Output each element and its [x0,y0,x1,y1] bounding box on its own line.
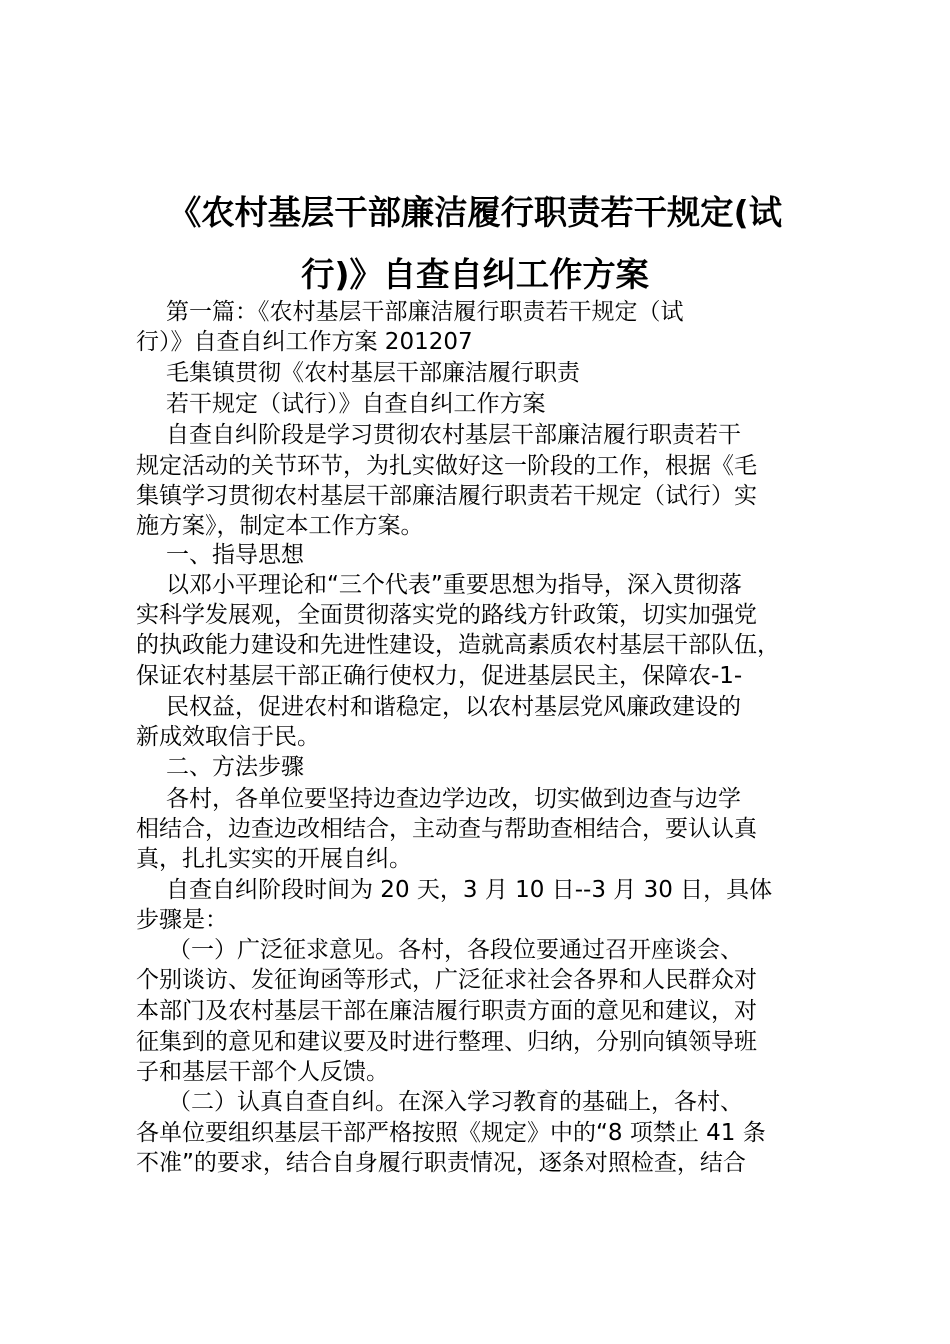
body-line: 各村，各单位要坚持边查边学边改，切实做到边查与边学 [166,786,741,812]
body-line: 以邓小平理论和“三个代表”重要思想为指导，深入贯彻落 [166,572,742,598]
body-line: 民权益，促进农村和谐稳定，以农村基层党风廉政建设的 [166,694,741,720]
body-line: 自查自纠阶段是学习贯彻农村基层干部廉洁履行职责若干 [166,422,741,448]
document-title-line-2: 行)》自查自纠工作方案 [301,255,649,294]
body-line: 相结合，边查边改相结合，主动查与帮助查相结合，要认认真 [136,816,757,842]
body-line: 征集到的意见和建议要及时进行整理、归纳，分别向镇领导班 [136,1029,757,1055]
body-line: （二）认真自查自纠。在深入学习教育的基础上，各村、 [168,1089,743,1115]
body-line: 集镇学习贯彻农村基层干部廉洁履行职责若干规定（试行）实 [136,483,757,509]
body-line: 的执政能力建设和先进性建设，造就高素质农村基层干部队伍， [136,632,780,658]
body-line: （一）广泛征求意见。各村，各段位要通过召开座谈会、 [168,937,743,963]
body-line: 施方案》，制定本工作方案。 [136,513,424,539]
document-title-line-1: 《农村基层干部廉洁履行职责若干规定(试 [168,193,782,232]
section-heading: 一、指导思想 [166,542,304,568]
body-line: 本部门及农村基层干部在廉洁履行职责方面的意见和建议，对 [136,998,757,1024]
body-line: 行）》自查自纠工作方案 201207 [136,329,473,355]
body-line: 子和基层干部个人反馈。 [136,1059,389,1085]
body-line: 保证农村基层干部正确行使权力，促进基层民主，保障农-1- [136,663,743,689]
body-line: 各单位要组织基层干部严格按照《规定》中的“8 项禁止 41 条 [136,1120,766,1146]
body-line: 步骤是： [136,907,228,933]
body-line: 真，扎扎实实的开展自纠。 [136,846,412,872]
body-line: 不准”的要求，结合自身履行职责情况，逐条对照检查，结合 [136,1150,746,1176]
body-line: 个别谈访、发征询函等形式，广泛征求社会各界和人民群众对 [136,967,757,993]
body-line: 新成效取信于民。 [136,724,320,750]
body-line: 毛集镇贯彻《农村基层干部廉洁履行职责 [166,360,580,386]
body-line: 实科学发展观，全面贯彻落实党的路线方针政策，切实加强党 [136,602,757,628]
body-line: 自查自纠阶段时间为 20 天，3 月 10 日--3 月 30 日，具体 [166,877,773,903]
body-line: 若干规定（试行）》自查自纠工作方案 [166,391,546,417]
body-line: 第一篇：《农村基层干部廉洁履行职责若干规定（试 [166,299,684,325]
body-line: 规定活动的关节环节，为扎实做好这一阶段的工作，根据《毛 [136,453,757,479]
section-heading: 二、方法步骤 [166,754,304,780]
